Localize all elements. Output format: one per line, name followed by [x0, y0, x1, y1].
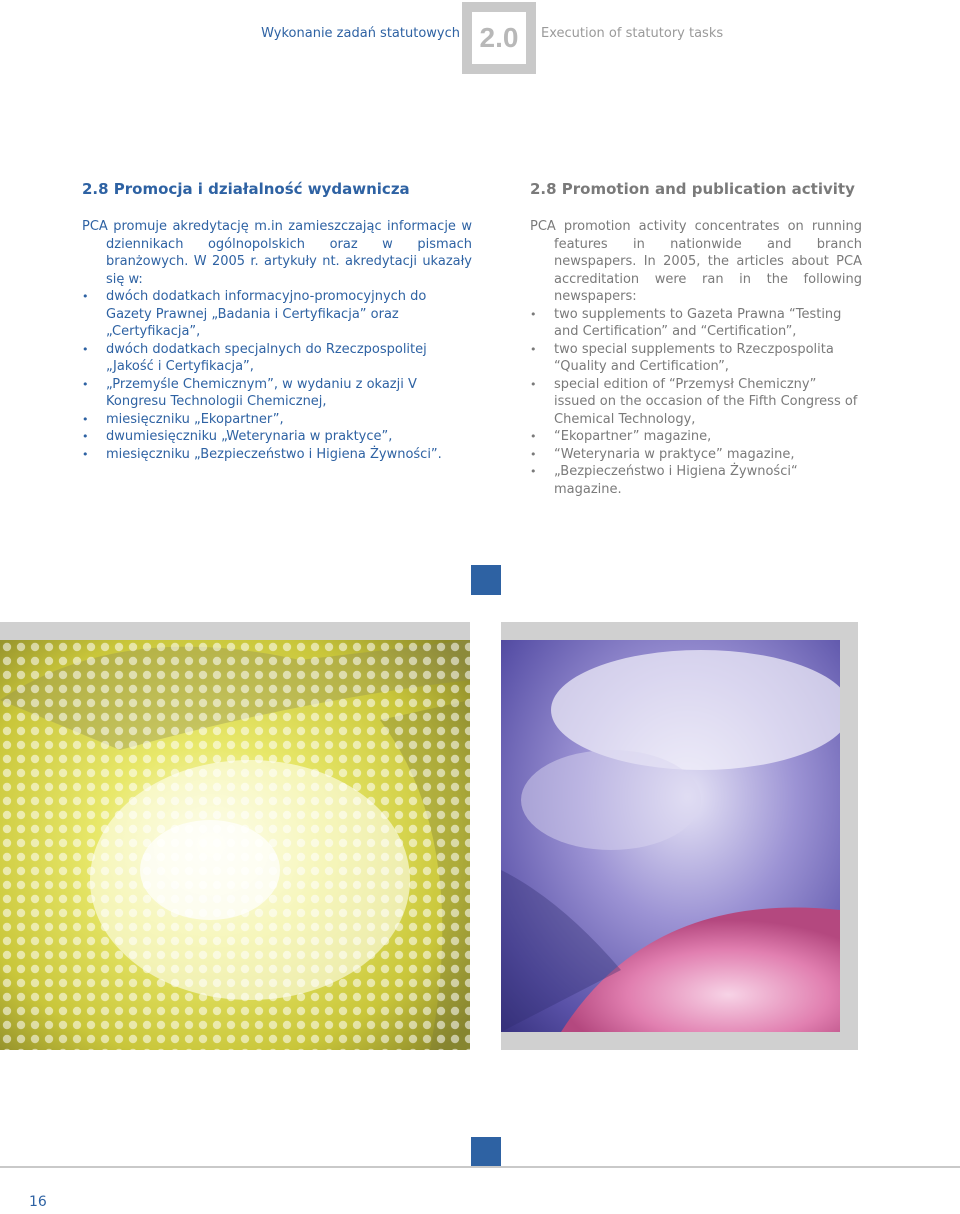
list-item: • „Przemyśle Chemicznym”, w wydaniu z okazji V Kongresu Technologii Chemicznej, [82, 376, 417, 409]
right-intro: PCA promotion activity concentrates on running features in nationwide and branch newspapers. In 2005, the articles about PCA accreditation were ran in the following newspapers: [530, 219, 862, 304]
decorative-square-bottom [471, 1137, 501, 1167]
photo-yellow-flask [0, 640, 470, 1050]
page-number: 16 [29, 1194, 47, 1210]
left-heading: 2.8 Promocja i działalność wydawnicza [82, 180, 410, 198]
bullet-icon: • [82, 377, 89, 391]
bullet-icon: • [82, 290, 89, 303]
bullet-icon: • [82, 412, 89, 426]
list-item: • miesięczniku „Ekopartner”, [82, 411, 284, 427]
list-item: • special edition of “Przemysł Chemiczny” issued on the occasion of the Fifth Congress of Chemical Technology, [530, 376, 858, 427]
bullet-icon: • [530, 342, 537, 356]
list-item: • dwumiesięczniku „Weterynaria w praktyce”, [82, 429, 393, 444]
list-item: • „Bezpieczeństwo i Higiena Żywności“ magazine. [530, 464, 798, 497]
right-column [530, 180, 862, 498]
footer-rule [0, 1166, 960, 1168]
bullet-icon: • [530, 377, 537, 391]
decorative-square-top [471, 565, 501, 595]
list-item: • “Ekopartner” magazine, [530, 429, 712, 444]
list-item: • dwóch dodatkach informacyjno-promocyjnych do Gazety Prawnej „Badania i Certyfikacja” oraz „Certyfikacja”, [82, 289, 427, 339]
list-item: • “Weterynaria w praktyce” magazine, [530, 446, 795, 462]
left-list [82, 288, 472, 463]
bullet-icon: • [530, 465, 537, 478]
section-number-box [462, 2, 536, 74]
list-item: • dwóch dodatkach specjalnych do Rzeczpospolitej „Jakość i Certyfikacja”, [82, 341, 427, 374]
photo-purple-flask [501, 640, 840, 1032]
list-item: • two special supplements to Rzeczpospolita “Quality and Certification”, [530, 341, 834, 374]
bullet-icon: • [82, 447, 89, 461]
left-column [82, 180, 472, 463]
bullet-icon: • [530, 307, 537, 321]
right-list [530, 306, 862, 499]
header-title-en: Execution of statutory tasks [541, 26, 724, 41]
list-item: • miesięczniku „Bezpieczeństwo i Higiena Żywności”. [82, 446, 442, 462]
bullet-icon: • [530, 447, 537, 461]
bullet-icon: • [82, 430, 89, 443]
photo-montage [0, 622, 858, 1050]
bullet-icon: • [530, 430, 537, 443]
left-intro: PCA promuje akredytację m.in zamieszczając informacje w dziennikach ogólnopolskich oraz w pismach branżowych. W 2005 r. artykuły nt. akredytacji ukazały się w: [82, 219, 472, 287]
header-title-pl: Wykonanie zadań statutowych [261, 26, 460, 41]
list-item: • two supplements to Gazeta Prawna “Testing and Certification” and “Certification”, [530, 306, 842, 339]
bullet-icon: • [82, 342, 89, 356]
section-number: 2.0 [472, 12, 526, 64]
right-heading: 2.8 Promotion and publication activity [530, 180, 855, 198]
